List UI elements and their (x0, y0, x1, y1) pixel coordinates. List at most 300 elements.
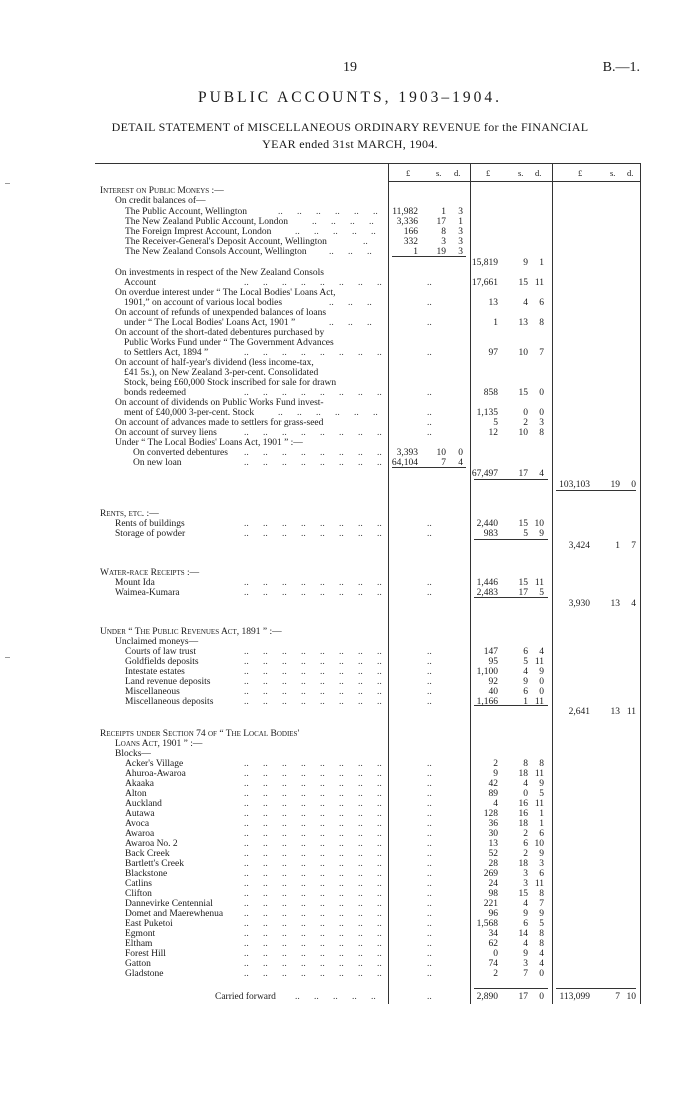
row-label: On account of advances made to settlers for grass-seed (115, 418, 324, 428)
row-label: 1901,” on account of various local bodies (124, 298, 283, 308)
row-label: On account of refunds of unexpended balances of loans (115, 308, 327, 318)
amount-col1-shillings: 10 (436, 448, 446, 458)
amount-col2-shillings: 15 (518, 388, 528, 398)
leader-dots: .. (427, 318, 432, 328)
row-label: On credit balances of— (115, 196, 206, 206)
column-header-shillings: s. (610, 168, 616, 178)
leader-dots: .. (427, 909, 432, 919)
amount-col3-pence: 4 (631, 599, 636, 609)
amount-col1-pence: 3 (458, 207, 463, 217)
amount-col2-pence: 10 (534, 839, 544, 849)
row-label: Forest Hill (125, 949, 166, 959)
row-label: Domet and Maerewhenua (125, 909, 224, 919)
row-label: Clifton (125, 889, 152, 899)
amount-col2-pence: 8 (539, 428, 544, 438)
amount-col2-shillings: 3 (523, 879, 528, 889)
amount-col2-shillings: 3 (523, 959, 528, 969)
amount-col2-pence: 11 (534, 697, 544, 707)
subtotal-rule (392, 256, 466, 257)
amount-col2-pounds: 147 (483, 647, 498, 657)
amount-col2-shillings: 6 (523, 647, 528, 657)
amount-col1-pounds: 3,336 (396, 217, 418, 227)
leader-dots: .. .. .. .. .. .. .. .. (244, 879, 382, 889)
amount-col2-pounds: 15,819 (471, 258, 498, 268)
amount-col1-pence: 3 (458, 227, 463, 237)
leader-dots: .. .. .. (329, 318, 372, 328)
row-label: Auckland (125, 799, 162, 809)
leader-dots: .. .. .. .. .. .. .. .. (244, 348, 382, 358)
amount-col2-pence: 5 (539, 789, 544, 799)
row-label: Dannevirke Centennial (125, 899, 213, 909)
amount-col2-pence: 1 (539, 809, 544, 819)
amount-col2-pounds: 1,166 (476, 697, 498, 707)
amount-col2-pounds: 74 (488, 959, 498, 969)
leader-dots: .. .. .. .. .. .. .. .. (244, 869, 382, 879)
leader-dots: .. .. .. (329, 298, 372, 308)
amount-col2-pence: 0 (539, 388, 544, 398)
leader-dots: .. .. .. .. .. .. .. .. (244, 799, 382, 809)
amount-col3-shillings: 13 (610, 707, 620, 717)
amount-col2-shillings: 5 (523, 657, 528, 667)
amount-col2-pounds: 2,483 (476, 588, 498, 598)
leader-dots: .. (427, 959, 432, 969)
amount-col2-pounds: 92 (488, 677, 498, 687)
amount-col1-pounds: 3,393 (396, 448, 418, 458)
amount-col2-pence: 4 (539, 959, 544, 969)
leader-dots: .. (427, 799, 432, 809)
amount-col2-shillings: 17 (518, 992, 528, 1002)
row-label: Intestate estates (125, 667, 185, 677)
amount-col2-pounds: 2,890 (476, 992, 498, 1002)
amount-col2-pounds: 983 (483, 529, 498, 539)
amount-col1-pence: 4 (458, 458, 463, 468)
amount-col2-pence: 8 (539, 759, 544, 769)
leader-dots: .. (427, 588, 432, 598)
row-label: The New Zealand Public Account, London (125, 217, 289, 227)
amount-col2-pence: 4 (539, 469, 544, 479)
leader-dots: .. (427, 578, 432, 588)
leader-dots: .. (427, 859, 432, 869)
row-label: On new loan (133, 458, 182, 468)
leader-dots: .. (427, 428, 432, 438)
row-label: Unclaimed moneys— (115, 637, 199, 647)
row-label: On account of half-year's dividend (less income-tax, (115, 358, 314, 368)
amount-col2-pence: 11 (534, 799, 544, 809)
amount-col2-pounds: 269 (483, 869, 498, 879)
amount-col3-shillings: 19 (610, 480, 620, 490)
amount-col2-shillings: 17 (518, 469, 528, 479)
amount-col1-shillings: 8 (441, 227, 446, 237)
row-label: Blackstone (125, 869, 168, 879)
row-label: Receipts under Section 74 of “ The Local Bodies' (100, 729, 300, 739)
row-label: Alton (125, 789, 147, 799)
amount-col3-shillings: 13 (610, 599, 620, 609)
row-label: Back Creek (125, 849, 170, 859)
amount-col2-pounds: 30 (488, 829, 498, 839)
amount-col2-pence: 5 (539, 919, 544, 929)
amount-col2-shillings: 18 (518, 769, 528, 779)
amount-col2-pounds: 221 (483, 899, 498, 909)
amount-col2-shillings: 5 (523, 529, 528, 539)
margin-mark (5, 183, 10, 184)
amount-col3-pence: 11 (626, 707, 636, 717)
amount-col2-pounds: 4 (493, 799, 498, 809)
row-label: Ahuroa-Awaroa (125, 769, 186, 779)
leader-dots: .. (427, 687, 432, 697)
subtotal-rule (556, 988, 636, 989)
amount-col2-shillings: 9 (523, 949, 528, 959)
leader-dots: .. .. .. .. .. .. .. .. (244, 949, 382, 959)
column-rule (552, 163, 553, 1004)
amount-col2-pence: 6 (539, 829, 544, 839)
amount-col2-shillings: 15 (518, 578, 528, 588)
amount-col2-pence: 11 (534, 769, 544, 779)
row-label: The Receiver-General's Deposit Account, Wellington (125, 237, 327, 247)
leader-dots: .. .. .. .. .. .. (278, 408, 378, 418)
row-label: Miscellaneous (125, 687, 180, 697)
leader-dots: .. .. .. .. .. .. .. .. (244, 529, 382, 539)
subtitle-line-1: DETAIL STATEMENT of MISCELLANEOUS ORDINARY REVENUE for the FINANCIAL (111, 120, 589, 134)
amount-col2-shillings: 2 (523, 829, 528, 839)
amount-col2-shillings: 15 (518, 889, 528, 899)
leader-dots: .. (427, 647, 432, 657)
leader-dots: .. (427, 899, 432, 909)
amount-col2-pence: 3 (539, 859, 544, 869)
amount-col2-shillings: 13 (518, 318, 528, 328)
leader-dots: .. .. .. .. .. .. .. .. (244, 667, 382, 677)
leader-dots: .. (427, 408, 432, 418)
amount-col2-pounds: 1,568 (476, 919, 498, 929)
amount-col2-pence: 9 (539, 667, 544, 677)
amount-col2-shillings: 8 (523, 759, 528, 769)
amount-col2-pence: 3 (539, 418, 544, 428)
leader-dots: .. .. .. .. .. .. .. .. (244, 939, 382, 949)
amount-col2-pounds: 42 (488, 779, 498, 789)
amount-col2-pence: 9 (539, 849, 544, 859)
amount-col2-shillings: 1 (523, 697, 528, 707)
amount-col2-pence: 6 (539, 298, 544, 308)
amount-col2-pounds: 2 (493, 969, 498, 979)
row-label: £41 5s.), on New Zealand 3-per-cent. Consolidated (124, 368, 319, 378)
amount-col2-shillings: 15 (518, 519, 528, 529)
leader-dots: .. .. .. .. .. .. .. .. (244, 929, 382, 939)
row-label: On account of the short-dated debentures purchased by (115, 328, 325, 338)
leader-dots: .. .. .. .. .. .. (278, 207, 378, 217)
amount-col2-pounds: 1,100 (476, 667, 498, 677)
leader-dots: .. .. .. .. .. .. .. .. (244, 829, 382, 839)
amount-col2-pounds: 5 (493, 418, 498, 428)
leader-dots: .. .. .. .. .. .. .. .. (244, 769, 382, 779)
amount-col1-shillings: 1 (441, 207, 446, 217)
leader-dots: .. .. .. .. .. .. .. .. (244, 458, 382, 468)
leader-dots: .. (427, 889, 432, 899)
amount-col2-shillings: 2 (523, 418, 528, 428)
amount-col2-shillings: 4 (523, 939, 528, 949)
amount-col1-shillings: 7 (441, 458, 446, 468)
leader-dots: .. .. .. .. .. .. .. .. (244, 809, 382, 819)
row-label: Acker's Village (125, 759, 184, 769)
amount-col3-pence: 10 (626, 992, 636, 1002)
amount-col2-pounds: 62 (488, 939, 498, 949)
row-label: Rents of buildings (115, 519, 185, 529)
subtotal-rule (474, 705, 548, 706)
amount-col2-shillings: 9 (523, 909, 528, 919)
leader-dots: .. .. .. .. .. .. .. .. (244, 519, 382, 529)
amount-col2-pounds: 17,661 (471, 278, 498, 288)
row-label: ment of £40,000 3-per-cent. Stock (124, 408, 255, 418)
amount-col2-pence: 7 (539, 899, 544, 909)
amount-col2-pence: 8 (539, 929, 544, 939)
amount-col1-shillings: 17 (436, 217, 446, 227)
amount-col2-shillings: 9 (523, 677, 528, 687)
amount-col2-pence: 10 (534, 519, 544, 529)
amount-col2-pence: 0 (539, 687, 544, 697)
leader-dots: .. .. .. (329, 247, 372, 257)
amount-col2-shillings: 17 (518, 588, 528, 598)
leader-dots: .. (427, 418, 432, 428)
amount-col2-shillings: 6 (523, 687, 528, 697)
amount-col2-shillings: 4 (523, 899, 528, 909)
row-label: On account of dividends on Public Works Fund invest- (115, 398, 324, 408)
amount-col2-pounds: 89 (488, 789, 498, 799)
amount-col2-pounds: 2 (493, 759, 498, 769)
amount-col2-pounds: 34 (488, 929, 498, 939)
amount-col3-shillings: 1 (615, 541, 620, 551)
leader-dots: .. .. .. .. .. .. .. .. (244, 789, 382, 799)
amount-col2-pence: 4 (539, 647, 544, 657)
leader-dots: .. .. .. .. (312, 217, 374, 227)
row-label: Storage of powder (115, 529, 186, 539)
row-label: Stock, being £60,000 Stock inscribed for sale for drawn (124, 378, 337, 388)
leader-dots: .. (427, 949, 432, 959)
page-title: PUBLIC ACCOUNTS, 1903–1904. (197, 89, 503, 106)
row-label: Akaaka (125, 779, 155, 789)
amount-col1-pence: 1 (458, 217, 463, 227)
amount-col2-shillings: 18 (518, 819, 528, 829)
amount-col2-pence: 8 (539, 939, 544, 949)
amount-col2-shillings: 16 (518, 809, 528, 819)
document-reference: B.—1. (602, 60, 640, 75)
amount-col3-pounds: 2,641 (568, 707, 590, 717)
column-header-pence: d. (627, 168, 634, 178)
amount-col2-shillings: 15 (518, 278, 528, 288)
amount-col3-pence: 0 (631, 480, 636, 490)
leader-dots: .. .. .. .. .. .. .. .. (244, 388, 382, 398)
leader-dots: .. (427, 667, 432, 677)
leader-dots: .. .. .. .. .. .. .. .. (244, 697, 382, 707)
leader-dots: .. (427, 298, 432, 308)
subtotal-rule (474, 988, 548, 989)
amount-col1-pence: 0 (458, 448, 463, 458)
amount-col2-pounds: 98 (488, 889, 498, 899)
row-label: Mount Ida (115, 578, 155, 588)
amount-col2-shillings: 9 (523, 258, 528, 268)
leader-dots: .. (427, 759, 432, 769)
leader-dots: .. .. .. .. .. .. .. .. (244, 839, 382, 849)
column-header-pence: d. (535, 168, 542, 178)
leader-dots: .. (427, 992, 432, 1002)
amount-col2-pence: 0 (539, 408, 544, 418)
amount-col1-shillings: 3 (441, 237, 446, 247)
leader-dots: .. (427, 697, 432, 707)
row-label: On account of survey liens (115, 428, 217, 438)
amount-col2-pounds: 40 (488, 687, 498, 697)
amount-col2-pounds: 9 (493, 769, 498, 779)
leader-dots: .. .. .. .. .. .. .. .. (244, 909, 382, 919)
amount-col2-pence: 5 (539, 588, 544, 598)
leader-dots: .. .. .. .. .. .. .. .. (244, 687, 382, 697)
amount-col2-pence: 1 (539, 258, 544, 268)
amount-col2-shillings: 0 (523, 408, 528, 418)
amount-col2-pence: 9 (539, 779, 544, 789)
page-number: 19 (343, 60, 357, 75)
leader-dots: .. (427, 278, 432, 288)
row-label: Miscellaneous deposits (125, 697, 214, 707)
amount-col2-pence: 8 (539, 889, 544, 899)
row-label: Rents, etc. :— (100, 509, 159, 519)
amount-col1-pounds: 64,104 (391, 458, 418, 468)
row-label: Catlins (125, 879, 152, 889)
subtotal-rule (474, 479, 548, 480)
leader-dots: .. .. .. .. .. .. .. .. (244, 859, 382, 869)
leader-dots: .. .. .. .. .. .. .. .. (244, 969, 382, 979)
subtotal-rule (392, 467, 466, 468)
row-label: to Settlers Act, 1894 ” (124, 348, 209, 358)
row-label: Gladstone (125, 969, 164, 979)
amount-col2-shillings: 4 (523, 298, 528, 308)
leader-dots: .. (427, 657, 432, 667)
table-top-rule (95, 163, 640, 164)
amount-col2-pounds: 24 (488, 879, 498, 889)
row-label: Under “ The Local Bodies' Loans Act, 1901 ” :— (115, 438, 303, 448)
leader-dots: .. .. .. .. .. .. .. .. (244, 428, 382, 438)
amount-col2-shillings: 6 (523, 839, 528, 849)
amount-col3-pounds: 3,424 (568, 541, 590, 551)
leader-dots: .. .. .. .. .. .. .. .. (244, 849, 382, 859)
amount-col2-shillings: 14 (518, 929, 528, 939)
row-label: Loans Act, 1901 ” :— (115, 739, 203, 749)
amount-col2-shillings: 16 (518, 799, 528, 809)
leader-dots: .. (363, 237, 368, 247)
row-label: Bartlett's Creek (125, 859, 184, 869)
amount-col2-pounds: 52 (488, 849, 498, 859)
leader-dots: .. .. .. .. .. .. .. .. (244, 278, 382, 288)
leader-dots: .. (427, 809, 432, 819)
amount-col2-pence: 11 (534, 879, 544, 889)
subtotal-rule (474, 539, 548, 540)
amount-col3-pounds: 3,930 (568, 599, 590, 609)
row-label: Eltham (125, 939, 153, 949)
row-label: Carried forward (215, 992, 276, 1002)
amount-col2-pounds: 13 (488, 839, 498, 849)
leader-dots: .. (427, 789, 432, 799)
amount-col2-pounds: 67,497 (471, 469, 498, 479)
leader-dots: .. (427, 849, 432, 859)
amount-col2-pence: 8 (539, 318, 544, 328)
row-label: Goldfields deposits (125, 657, 199, 667)
leader-dots: .. (427, 869, 432, 879)
amount-col3-shillings: 7 (615, 992, 620, 1002)
leader-dots: .. (427, 929, 432, 939)
leader-dots: .. .. .. .. .. .. .. .. (244, 899, 382, 909)
row-label: under “ The Local Bodies' Loans Act, 1901 ” (124, 318, 296, 328)
subtitle-line-2: YEAR ended 31st MARCH, 1904. (262, 137, 438, 151)
leader-dots: .. (427, 769, 432, 779)
amount-col2-pence: 4 (539, 949, 544, 959)
column-header-shillings: s. (436, 168, 442, 178)
row-label: Blocks— (115, 749, 151, 759)
leader-dots: .. (427, 939, 432, 949)
column-header-shillings: s. (518, 168, 524, 178)
amount-col2-pence: 1 (539, 819, 544, 829)
row-label: Under “ The Public Revenues Act, 1891 ” :— (100, 627, 282, 637)
amount-col2-pounds: 1 (493, 318, 498, 328)
amount-col3-pence: 7 (631, 541, 636, 551)
amount-col3-pounds: 113,099 (559, 992, 590, 1002)
row-label: bonds redeemed (124, 388, 186, 398)
leader-dots: .. .. .. .. .. .. .. .. (244, 448, 382, 458)
row-label: The Public Account, Wellington (125, 207, 248, 217)
amount-col2-pence: 0 (539, 677, 544, 687)
row-label: Interest on Public Moneys :— (100, 186, 224, 196)
header-rule (388, 181, 640, 182)
amount-col2-pence: 11 (534, 278, 544, 288)
row-label: Account (124, 278, 157, 288)
amount-col1-pounds: 166 (403, 227, 418, 237)
row-label: Egmont (125, 929, 156, 939)
amount-col2-pence: 11 (534, 657, 544, 667)
leader-dots: .. .. .. .. .. (295, 227, 376, 237)
amount-col2-shillings: 18 (518, 859, 528, 869)
amount-col2-pence: 9 (539, 529, 544, 539)
row-label: Avoca (125, 819, 150, 829)
amount-col2-pounds: 1,446 (476, 578, 498, 588)
amount-col2-shillings: 4 (523, 667, 528, 677)
amount-col2-pounds: 2,440 (476, 519, 498, 529)
amount-col2-pence: 11 (534, 578, 544, 588)
amount-col1-pounds: 11,982 (392, 207, 418, 217)
leader-dots: .. .. .. .. .. .. .. .. (244, 647, 382, 657)
amount-col2-shillings: 10 (518, 348, 528, 358)
row-label: Autawa (125, 809, 155, 819)
leader-dots: .. (427, 779, 432, 789)
row-label: Awaroa No. 2 (125, 839, 178, 849)
leader-dots: .. (427, 519, 432, 529)
leader-dots: .. .. .. .. .. .. .. .. (244, 677, 382, 687)
amount-col2-pounds: 13 (488, 298, 498, 308)
amount-col2-shillings: 10 (518, 428, 528, 438)
leader-dots: .. (427, 879, 432, 889)
column-rule (388, 163, 389, 1004)
amount-col2-pence: 9 (539, 909, 544, 919)
leader-dots: .. .. .. .. .. .. .. .. (244, 588, 382, 598)
amount-col2-pounds: 0 (493, 949, 498, 959)
amount-col2-pence: 0 (539, 992, 544, 1002)
amount-col2-pounds: 858 (483, 388, 498, 398)
amount-col2-shillings: 3 (523, 869, 528, 879)
amount-col2-pounds: 97 (488, 348, 498, 358)
row-label: Gatton (125, 959, 151, 969)
leader-dots: .. .. .. .. .. .. .. .. (244, 759, 382, 769)
column-header-pounds: £ (406, 168, 411, 178)
row-label: Awaroa (125, 829, 155, 839)
leader-dots: .. .. .. .. .. .. .. .. (244, 657, 382, 667)
leader-dots: .. (427, 919, 432, 929)
amount-col2-shillings: 2 (523, 849, 528, 859)
amount-col1-pounds: 332 (403, 237, 418, 247)
leader-dots: .. .. .. .. .. .. .. .. (244, 819, 382, 829)
column-header-pounds: £ (578, 168, 583, 178)
